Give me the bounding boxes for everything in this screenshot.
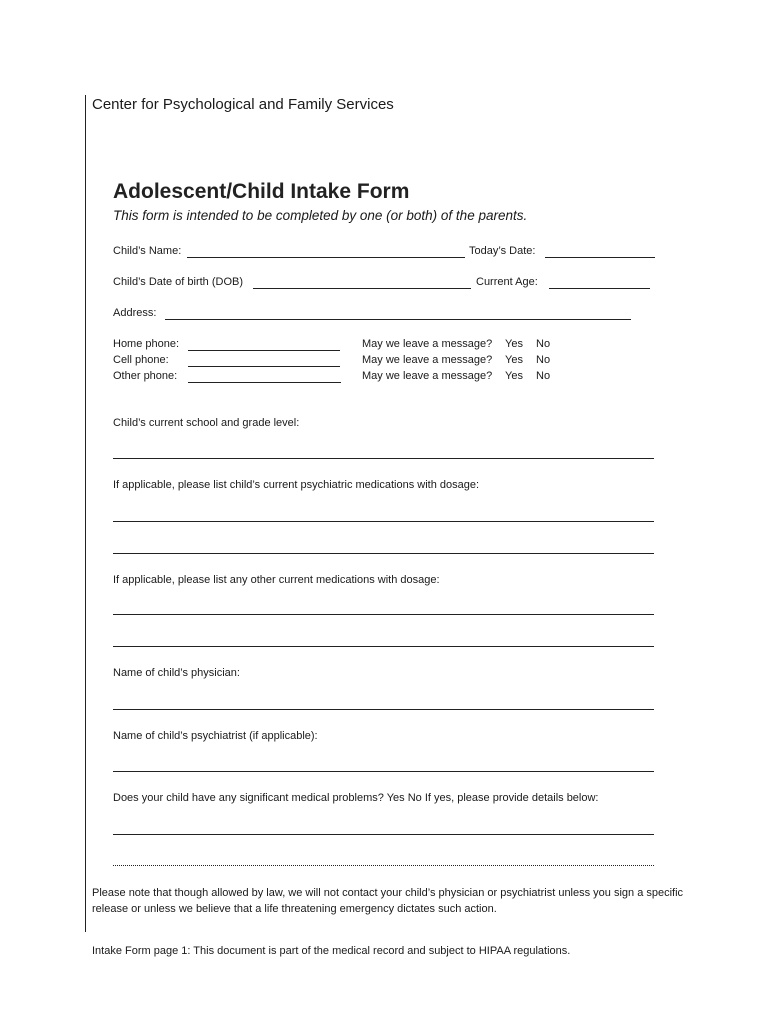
other-meds-field-2[interactable] xyxy=(113,646,654,647)
dob-field[interactable] xyxy=(253,288,471,289)
psychiatrist-field[interactable] xyxy=(113,771,654,772)
physician-label: Name of child’s physician: xyxy=(113,667,240,679)
home-message-yes[interactable]: Yes xyxy=(505,338,523,350)
home-phone-label: Home phone: xyxy=(113,338,180,350)
address-field[interactable] xyxy=(165,319,631,320)
other-message-question: May we leave a message? xyxy=(362,370,493,382)
cell-message-question: May we leave a message? xyxy=(362,354,493,366)
other-message-yes[interactable]: Yes xyxy=(505,370,523,382)
todays-date-label: Today’s Date: xyxy=(469,245,536,257)
todays-date-field[interactable] xyxy=(545,257,655,258)
other-message-no[interactable]: No xyxy=(536,370,551,382)
medical-problems-field-2[interactable] xyxy=(113,865,654,866)
medical-problems-label: Does your child have any significant medical problems? Yes No If yes, please provide details below: xyxy=(113,792,599,804)
childs-name-label: Child’s Name: xyxy=(113,245,182,257)
home-phone-field[interactable] xyxy=(188,350,340,351)
other-meds-field-1[interactable] xyxy=(113,614,654,615)
home-message-question: May we leave a message? xyxy=(362,338,493,350)
current-age-field[interactable] xyxy=(549,288,650,289)
left-margin-rule xyxy=(85,95,86,932)
home-message-no[interactable]: No xyxy=(536,338,551,350)
organization-name: Center for Psychological and Family Services xyxy=(92,96,394,113)
psychiatrist-label: Name of child’s psychiatrist (if applicable): xyxy=(113,730,318,742)
consent-note: Please note that though allowed by law, we will not contact your child’s physician or psychiatrist unless you sign a specific release or unless we believe that a life threatening emergency dictates such action. xyxy=(92,887,684,915)
school-field[interactable] xyxy=(113,458,654,459)
other-phone-label: Other phone: xyxy=(113,370,178,382)
address-label: Address: xyxy=(113,307,157,319)
cell-message-yes[interactable]: Yes xyxy=(505,354,523,366)
page-footer: Intake Form page 1: This document is part of the medical record and subject to HIPAA regulations. xyxy=(92,945,571,957)
school-label: Child’s current school and grade level: xyxy=(113,417,300,429)
cell-message-no[interactable]: No xyxy=(536,354,551,366)
psych-meds-field-2[interactable] xyxy=(113,553,654,554)
childs-name-field[interactable] xyxy=(187,257,465,258)
physician-field[interactable] xyxy=(113,709,654,710)
form-title: Adolescent/Child Intake Form xyxy=(113,180,410,203)
cell-phone-label: Cell phone: xyxy=(113,354,169,366)
medical-problems-field-1[interactable] xyxy=(113,834,654,835)
psych-meds-label: If applicable, please list child’s current psychiatric medications with dosage: xyxy=(113,479,480,491)
dob-label: Child’s Date of birth (DOB) xyxy=(113,276,244,288)
current-age-label: Current Age: xyxy=(476,276,538,288)
psych-meds-field-1[interactable] xyxy=(113,521,654,522)
other-meds-label: If applicable, please list any other current medications with dosage: xyxy=(113,574,440,586)
cell-phone-field[interactable] xyxy=(188,366,340,367)
other-phone-field[interactable] xyxy=(188,382,341,383)
form-subtitle: This form is intended to be completed by one (or both) of the parents. xyxy=(113,208,528,223)
